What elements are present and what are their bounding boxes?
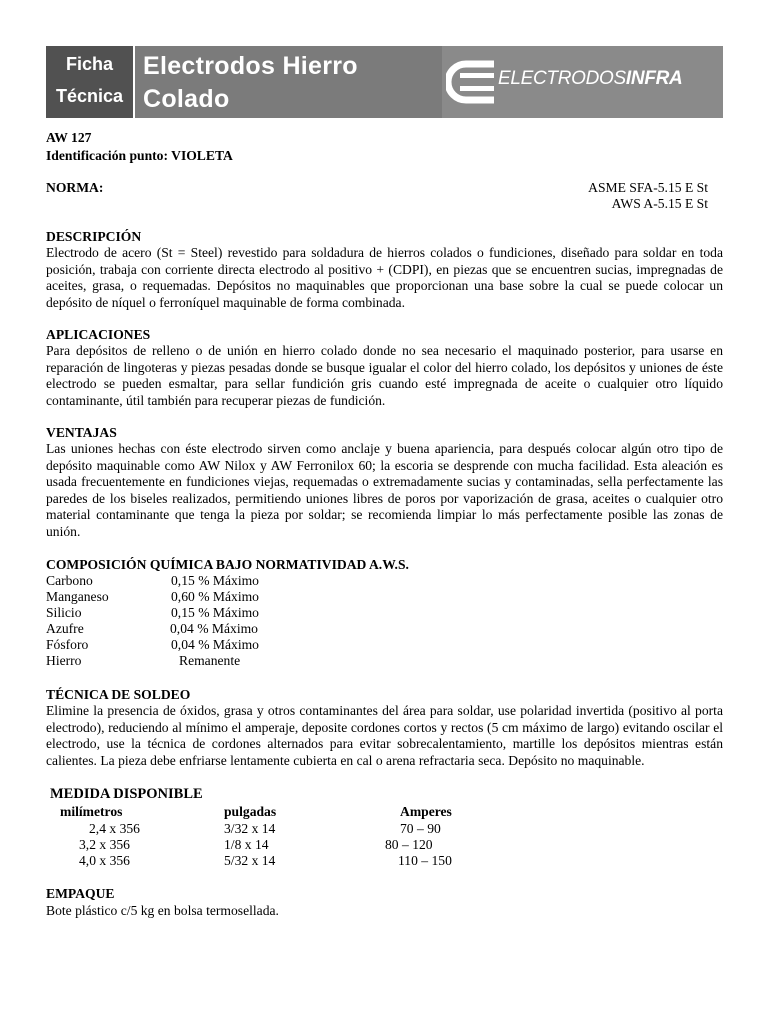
descripcion-text: Electrodo de acero (St = Steel) revestido para soldadura de hierros colados o fundiciones, diseñado para soldar en toda posición, trabaja con corriente directa electrodo al positivo + (CDPI), en piezas que se encuentren sucias, impregnadas de aceites, grasa, o requemadas. Depósitos no maquinables que proporcionan una base sobre la cual se puede colocar un depósito de níquel o ferroníquel maquinable de forma combinada. [46,245,723,310]
tecnica-label: Técnica [55,86,124,106]
composicion-element: Azufre [46,621,84,636]
tecnica-text: Elimine la presencia de óxidos, grasa y otros contaminantes del área para soldar, use polaridad invertida (positivo al porta electrodo), reduciendo al mínimo el amperaje, deposite cordones cortos y rectos (5 cm máximo de largo) evitando oscilar el electrodo, use la técnica de cordones alternados para evitar sobrecalentamiento, martille los depósitos mientras están calientes. La pieza debe enfriarse lentamente cubierta en cal o arena refractaria seca. Depósito no maquinable. [46,703,723,768]
document-title-line1: Electrodos Hierro [143,52,358,80]
product-identification: Identificación punto: VIOLETA [46,148,233,163]
composicion-element: Fósforo [46,637,89,652]
descripcion-heading: DESCRIPCIÓN [46,229,142,244]
composicion-heading: COMPOSICIÓN QUÍMICA BAJO NORMATIVIDAD A.W.S. [46,557,409,572]
brand-name-part1: ELECTRODOS [498,68,626,89]
composicion-element: Manganeso [46,589,109,604]
medida-col-in: pulgadas [224,804,277,819]
ventajas-text: Las uniones hechas con éste electrodo sirven como anclaje y buena apariencia, para después colocar algún otro tipo de depósito maquinable como AW Nilox y AW Ferronilox 60; la escoria se desprende con mucha facilidad. Esta aleación es usada frecuentemente en fundiciones viejas, requemadas o extremadamente sucias y contaminadas, sella perfectamente las paredes de los biseles realizados, permitiendo uniones libres de poros por vaporización de grasa, aceites o cualquier otro material contaminante que tenga la pieza por soldar; se recomienda limpiar lo más perfectamente posible las zonas de unión. [46,441,723,539]
composicion-value: 0,04 % Máximo [170,621,258,636]
medida-in: 5/32 x 14 [224,853,276,868]
tecnica-heading: TÉCNICA DE SOLDEO [46,687,191,702]
empaque-text: Bote plástico c/5 kg en bolsa termosellada. [46,903,279,918]
aplicaciones-text: Para depósitos de relleno o de unión en hierro colado donde no sea necesario el maquinado posterior, para usarse en reparación de lingoteras y piezas pesadas donde se busque igualar el color del hierro colado, los depósitos y uniones de éste electrodo se pueden esmaltar, para sellar fundición gris cuando esté impregnada de aceite o cualquier otro líquido contaminante, útil también para recuperar piezas de fundición. [46,343,723,408]
empaque-heading: EMPAQUE [46,886,115,901]
composicion-element: Carbono [46,573,93,588]
medida-in: 3/32 x 14 [224,821,276,836]
medida-amp: 70 – 90 [400,821,441,836]
brand-name-part2: INFRA [625,68,683,89]
product-code: AW 127 [46,130,92,145]
medida-heading: MEDIDA DISPONIBLE [50,786,203,802]
logo-mark-icon [446,56,496,108]
composicion-value: 0,04 % Máximo [171,637,259,652]
composicion-value: 0,15 % Máximo [171,605,259,620]
ficha-label: Ficha [65,54,113,74]
composicion-value: 0,15 % Máximo [171,573,259,588]
medida-amp: 110 – 150 [398,853,452,868]
medida-mm: 3,2 x 356 [79,837,130,852]
ventajas-heading: VENTAJAS [46,425,117,440]
norma-label: NORMA: [46,180,104,195]
brand-logo [442,46,723,118]
composicion-element: Hierro [46,653,82,668]
ficha-box [46,46,135,118]
norma-aws: AWS A-5.15 E St [611,196,708,211]
header-banner [46,46,723,118]
norma-asme: ASME SFA-5.15 E St [588,180,708,195]
medida-mm: 2,4 x 356 [89,821,140,836]
brand-name [498,68,682,90]
composicion-element: Silicio [46,605,82,620]
medida-in: 1/8 x 14 [224,837,269,852]
composicion-value: Remanente [179,653,241,668]
aplicaciones-heading: APLICACIONES [46,327,151,342]
document-title-line2: Colado [143,85,230,113]
composicion-value: 0,60 % Máximo [171,589,259,604]
medida-col-amp: Amperes [400,804,452,819]
medida-col-mm: milímetros [60,804,123,819]
medida-mm: 4,0 x 356 [79,853,130,868]
medida-amp: 80 – 120 [385,837,433,852]
